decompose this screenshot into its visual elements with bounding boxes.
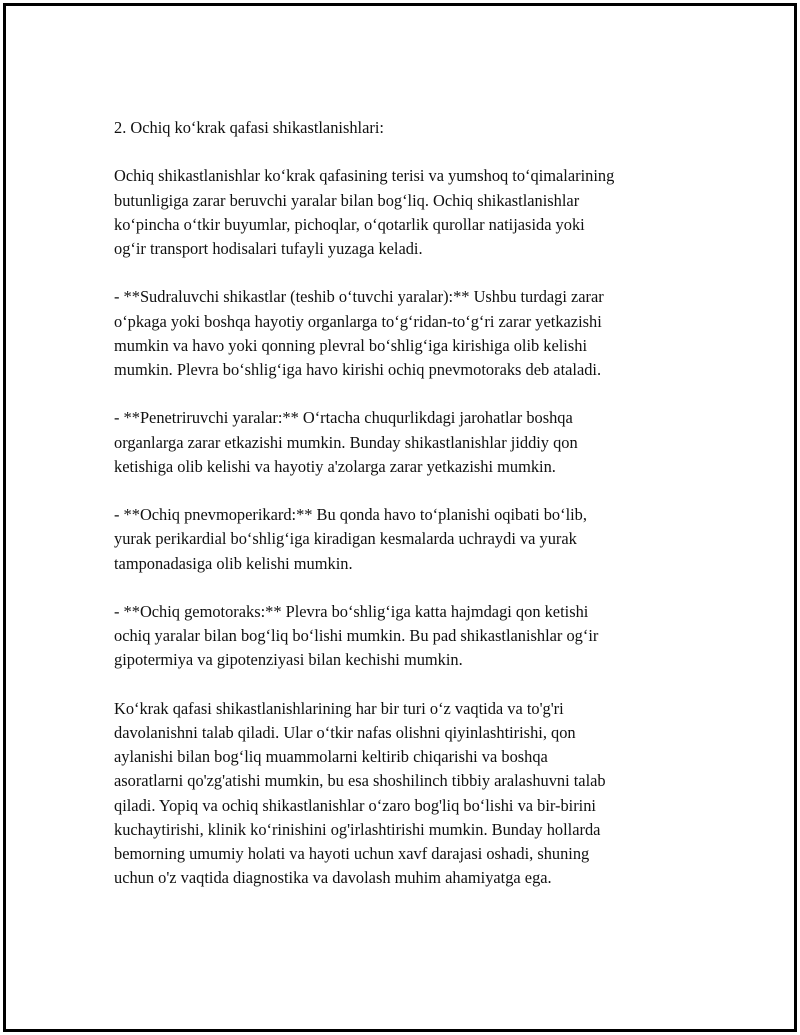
list-item-gemotoraks: - **Ochiq gemotoraks:** Plevra bo‘shlig‘iga katta hajmdagi qon ketishi ochiq yaralar bilan bog‘liq bo‘lishi mumkin. Bu pad shikastlanishlar og‘ir gipotermiya va gipotenziyasi bilan kechishi mumkin. xyxy=(114,601,599,670)
intro-paragraph: Ochiq shikastlanishlar ko‘krak qafasining terisi va yumshoq to‘qimalarining butunligiga zarar beruvchi yaralar bilan bog‘liq. Ochiq shikastlanishlar ko‘pincha o‘tkir buyumlar, pichoqlar, o‘qotarlik qurollar natijasida yoki og‘ir transport hodisalari tufayli yuzaga keladi. xyxy=(114,166,615,258)
conclusion-paragraph: Ko‘krak qafasi shikastlanishlarining har bir turi o‘z vaqtida va to'g'ri davolanishni talab qiladi. Ular o‘tkir nafas olishni qiyinlashtirishi, qon aylanishi bilan bog‘liq muammolarni keltirib chiqarishi va boshqa asoratlarni qo'zg'atishi mumkin, bu esa shoshilinch tibbiy aralashuvni talab qiladi. Yopiq va ochiq shikastlanishlar o‘zaro bog'liq bo‘lishi va bir-birini kuchaytirishi, klinik ko‘rinishini og'irlashtirishi mumkin. Bunday hollarda bemorning umumiy holati va hayoti uchun xavf darajasi oshadi, shuning uchun o'z vaqtida diagnostika va davolash muhim ahamiyatga ega. xyxy=(114,698,606,888)
list-item-penetriruvchi: - **Penetriruvchi yaralar:** O‘rtacha chuqurlikdagi jarohatlar boshqa organlarga zarar etkazishi mumkin. Bunday shikastlanishlar jiddiy qon ketishiga olib kelishi va hayotiy a'zolarga zarar yetkazishi mumkin. xyxy=(114,408,578,476)
list-item-sudraluvchi: - **Sudraluvchi shikastlar (teshib o‘tuvchi yaralar):** Ushbu turdagi zarar o‘pkaga yoki boshqa hayotiy organlarga to‘g‘ridan-to‘g‘ri zarar yetkazishi mumkin va havo yoki qonning plevral bo‘shlig‘iga kirishiga olib kelishi mumkin. Plevra bo‘shlig‘iga havo kirishi ochiq pnevmotoraks deb ataladi. xyxy=(114,287,604,379)
document-body xyxy=(114,116,694,890)
list-item-pnevmoperikard: - **Ochiq pnevmoperikard:** Bu qonda havo to‘planishi oqibati bo‘lib, yurak perikardial bo‘shlig‘iga kiradigan kesmalarda uchraydi va yurak tamponadasiga olib kelishi mumkin. xyxy=(114,505,587,573)
section-heading: 2. Ochiq ko‘krak qafasi shikastlanishlari: xyxy=(114,118,384,137)
